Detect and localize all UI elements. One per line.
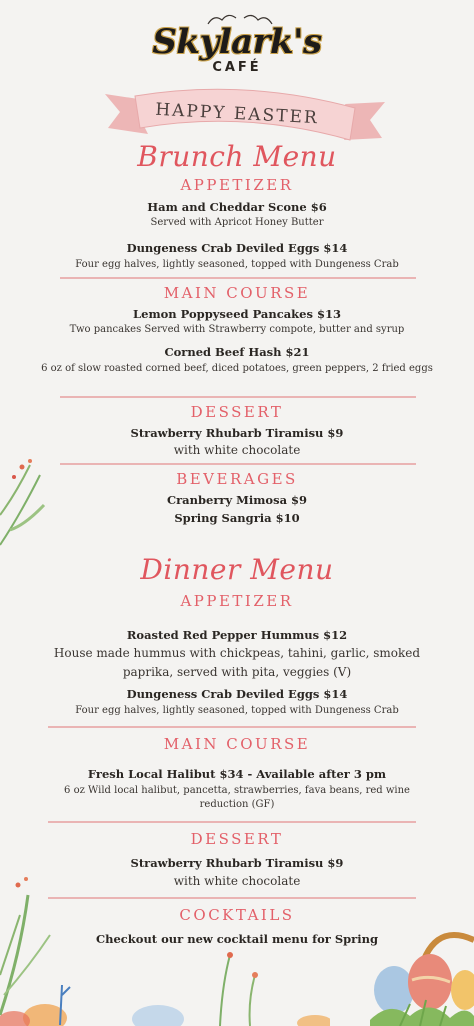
menu-item-desc: Four egg halves, lightly seasoned, topped with Dungeness Crab [75, 705, 399, 716]
dinner-title: Dinner Menu [140, 553, 334, 586]
flowers-bottom-icon [130, 945, 330, 1026]
menu-item-name: Strawberry Rhubarb Tiramisu $9 [130, 426, 344, 440]
menu-item-name: Corned Beef Hash $21 [164, 345, 310, 359]
section-divider [48, 897, 416, 899]
brunch-dessert-heading: DESSERT [190, 403, 284, 421]
menu-item-desc: Served with Apricot Honey Butter [150, 217, 324, 228]
section-divider [48, 821, 416, 823]
menu-item-desc: 6 oz of slow roasted corned beef, diced potatoes, green peppers, 2 fried eggs [41, 363, 433, 374]
menu-item-name: Ham and Cheddar Scone $6 [147, 200, 327, 214]
menu-item-desc: 6 oz Wild local halibut, pancetta, strawberries, fava beans, red wine reduction (GF) [64, 785, 410, 810]
brunch-title: Brunch Menu [137, 140, 337, 173]
menu-item-name: Fresh Local Halibut $34 - Available after 3 pm [87, 767, 387, 781]
menu-item-desc: House made hummus with chickpeas, tahini, garlic, smoked paprika, served with pita, veggies (V) [53, 646, 421, 679]
menu-item-name: Cranberry Mimosa $9 [166, 493, 308, 507]
menu-item-name: Dungeness Crab Deviled Eggs $14 [126, 241, 348, 255]
foliage-left-icon [0, 455, 50, 555]
dinner-cocktails-heading: COCKTAILS [179, 906, 295, 924]
section-divider [60, 277, 416, 279]
section-divider [60, 463, 416, 465]
dinner-main-heading: MAIN COURSE [163, 735, 311, 753]
menu-item-desc: with white chocolate [173, 443, 301, 457]
section-divider [60, 396, 416, 398]
menu-item-desc: with white chocolate [173, 874, 301, 888]
menu-item-name: Strawberry Rhubarb Tiramisu $9 [130, 856, 344, 870]
brunch-main-heading: MAIN COURSE [163, 284, 311, 302]
logo-subtitle: CAFÉ [212, 60, 262, 75]
dinner-dessert-heading: DESSERT [190, 830, 284, 848]
menu-item-name: Roasted Red Pepper Hummus $12 [126, 628, 348, 642]
menu-item-desc: Four egg halves, lightly seasoned, topped with Dungeness Crab [75, 259, 399, 270]
foliage-bottom-left-icon [0, 875, 80, 1026]
menu-item-name: Spring Sangria $10 [174, 511, 300, 525]
menu-item-desc: Two pancakes Served with Strawberry compote, butter and syrup [69, 324, 405, 335]
ribbon-text: HAPPY EASTER [154, 99, 320, 129]
section-divider [48, 726, 416, 728]
brunch-appetizer-heading: APPETIZER [180, 176, 294, 194]
menu-item-name: Checkout our new cocktail menu for Spring [95, 932, 379, 946]
brunch-beverages-heading: BEVERAGES [176, 470, 298, 488]
menu-item-name: Lemon Poppyseed Pancakes $13 [133, 307, 341, 321]
logo-wordmark: Skylark's [152, 22, 322, 62]
menu-item-name: Dungeness Crab Deviled Eggs $14 [126, 687, 348, 701]
easter-basket-icon [370, 920, 474, 1026]
dinner-appetizer-heading: APPETIZER [180, 592, 294, 610]
